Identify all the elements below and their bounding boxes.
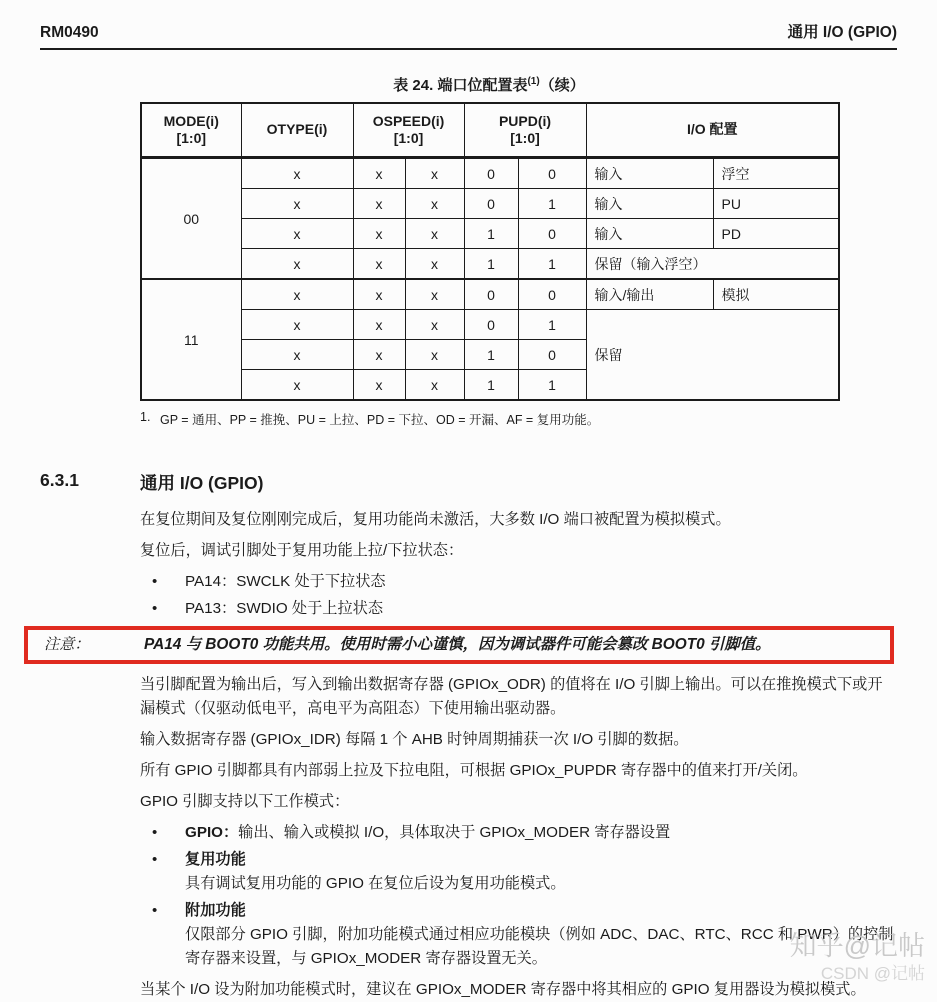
list-item	[140, 570, 897, 594]
mode-term: 复用功能	[185, 851, 246, 868]
col-header-io-config: I/O 配置	[586, 103, 839, 158]
table-caption	[140, 74, 838, 95]
table-cell: x	[241, 249, 353, 280]
table-cell: x	[241, 370, 353, 401]
bullet-icon: •	[152, 824, 158, 841]
table-cell: x	[405, 158, 464, 189]
table-cell: x	[241, 219, 353, 249]
mode-desc: 输出、输入或模拟 I/O，具体取决于 GPIOx_MODER 寄存器设置	[238, 824, 671, 841]
mode-desc: 仅限部分 GPIO 引脚，附加功能模式通过相应功能模块（例如 ADC、DAC、RTC、RCC 和 PWR）的控制寄存器来设置，与 GPIOx_MODER 寄存器设置无关。	[185, 926, 894, 967]
table-cell: x	[241, 158, 353, 189]
bullet-icon: •	[152, 851, 158, 868]
cell-mode-00: 00	[141, 158, 241, 280]
section-body-top	[140, 508, 897, 621]
section-title: 通用 I/O (GPIO)	[140, 473, 264, 493]
table-cell: 输入	[586, 158, 713, 189]
bullet-icon: •	[152, 600, 158, 617]
table-header-row	[141, 103, 839, 158]
table-cell: x	[353, 158, 405, 189]
note-text: PA14 与 BOOT0 功能共用。使用时需小心谨慎，因为调试器件可能会篡改 BOOT0 引脚值。	[144, 636, 771, 653]
cell-reserved-input-floating: 保留（输入浮空）	[586, 249, 839, 280]
list-item-text	[185, 848, 897, 896]
note-highlight-box	[24, 626, 894, 664]
table-cell: x	[405, 340, 464, 370]
table-cell: 输入/输出	[586, 279, 713, 310]
cell-mode-11: 11	[141, 279, 241, 400]
paragraph: GPIO 引脚支持以下工作模式：	[140, 793, 350, 810]
footnote-text: GP = 通用、PP = 推挽、PU = 上拉、PD = 下拉、OD = 开漏、AF = 复用功能。	[160, 413, 600, 427]
table-caption-footnote-ref: (1)	[527, 76, 540, 87]
table-cell: 0	[518, 219, 586, 249]
col-header-mode: MODE(i) [1:0]	[141, 103, 241, 158]
table-cell: 1	[464, 249, 518, 280]
port-bit-config-table	[140, 102, 840, 401]
table-cell: x	[353, 219, 405, 249]
table-cell: 1	[518, 310, 586, 340]
table-cell: 0	[464, 279, 518, 310]
table-cell: 0	[464, 158, 518, 189]
table-cell: PU	[713, 189, 839, 219]
table-row	[141, 249, 839, 280]
section-heading	[40, 470, 897, 495]
table-cell: 1	[464, 219, 518, 249]
table-cell: x	[405, 310, 464, 340]
table-cell: x	[353, 340, 405, 370]
note-label: 注意：	[44, 636, 90, 653]
table-row	[141, 189, 839, 219]
table-row	[141, 219, 839, 249]
table-cell: x	[241, 340, 353, 370]
table-footnote	[140, 410, 897, 428]
table-cell: 1	[464, 340, 518, 370]
table-cell: 1	[518, 249, 586, 280]
table-cell: 0	[464, 310, 518, 340]
section-body-bottom	[140, 673, 897, 1002]
table-cell: x	[353, 279, 405, 310]
paragraph: 当引脚配置为输出后，写入到输出数据寄存器 (GPIOx_ODR) 的值将在 I/O 引脚上输出。可以在推挽模式下或开漏模式（仅驱动低电平，高电平为高阻态）下使用输出驱动器。	[140, 676, 883, 717]
table-cell: x	[241, 279, 353, 310]
table-cell: x	[353, 189, 405, 219]
table-cell: 1	[518, 189, 586, 219]
table-cell: x	[353, 370, 405, 401]
table-cell: 输入	[586, 189, 713, 219]
mode-desc: 具有调试复用功能的 GPIO 在复位后设为复用功能模式。	[185, 875, 566, 892]
list-item-text: PA14：SWCLK 处于下拉状态	[185, 573, 386, 590]
watermark-zhihu: 知乎@记帖	[789, 931, 925, 962]
table-cell: 0	[518, 279, 586, 310]
table-cell: 0	[518, 340, 586, 370]
section-number: 6.3.1	[40, 470, 79, 490]
table-cell: x	[353, 249, 405, 280]
list-item-text	[185, 821, 897, 845]
mode-term: GPIO：	[185, 824, 239, 841]
table-cell: x	[405, 370, 464, 401]
table-row	[141, 310, 839, 340]
list-item	[140, 848, 897, 896]
table-cell: 浮空	[713, 158, 839, 189]
doc-number: RM0490	[40, 24, 99, 41]
col-header-otype: OTYPE(i)	[241, 103, 353, 158]
table-cell: 1	[464, 370, 518, 401]
table-cell: x	[405, 279, 464, 310]
table-cell: x	[241, 189, 353, 219]
table-cell: 0	[464, 189, 518, 219]
bullet-icon: •	[152, 902, 158, 919]
table-cell: 0	[518, 158, 586, 189]
table-cell: x	[405, 189, 464, 219]
table-cell: 模拟	[713, 279, 839, 310]
list-item	[140, 899, 897, 971]
bullet-icon: •	[152, 573, 158, 590]
watermark	[790, 931, 925, 984]
paragraph: 输入数据寄存器 (GPIOx_IDR) 每隔 1 个 AHB 时钟周期捕获一次 I/O 引脚的数据。	[140, 731, 689, 748]
list-item-text: PA13：SWDIO 处于上拉状态	[185, 600, 384, 617]
table-cell: PD	[713, 219, 839, 249]
mode-term: 附加功能	[185, 902, 246, 919]
paragraph: 所有 GPIO 引脚都具有内部弱上拉及下拉电阻，可根据 GPIOx_PUPDR 寄存器中的值来打开/关闭。	[140, 762, 808, 779]
paragraph: 在复位期间及复位刚刚完成后，复用功能尚未激活，大多数 I/O 端口被配置为模拟模式。	[140, 511, 731, 528]
watermark-csdn: CSDN @记帖	[820, 964, 925, 984]
table-row	[141, 158, 839, 189]
table-row	[141, 279, 839, 310]
table-cell: 输入	[586, 219, 713, 249]
table-wrapper	[140, 74, 838, 401]
table-caption-text: 表 24. 端口位配置表	[393, 77, 528, 94]
table-cell: x	[353, 310, 405, 340]
table-caption-suffix: （续）	[539, 77, 585, 94]
table-cell: x	[405, 249, 464, 280]
list-item	[140, 597, 897, 621]
footnote-number: 1.	[140, 410, 151, 424]
list-item	[140, 821, 897, 845]
chapter-title: 通用 I/O (GPIO)	[787, 24, 897, 41]
table-cell: x	[241, 310, 353, 340]
col-header-ospeed: OSPEED(i) [1:0]	[353, 103, 464, 158]
page-header	[40, 0, 897, 50]
table-cell: x	[405, 219, 464, 249]
paragraph: 复位后，调试引脚处于复用功能上拉/下拉状态：	[140, 542, 464, 559]
table-cell: 1	[518, 370, 586, 401]
cell-reserved: 保留	[586, 310, 839, 401]
col-header-pupd: PUPD(i) [1:0]	[464, 103, 586, 158]
paragraph: 当某个 I/O 设为附加功能模式时，建议在 GPIOx_MODER 寄存器中将其相应的 GPIO 复用器设为模拟模式。	[140, 981, 866, 998]
